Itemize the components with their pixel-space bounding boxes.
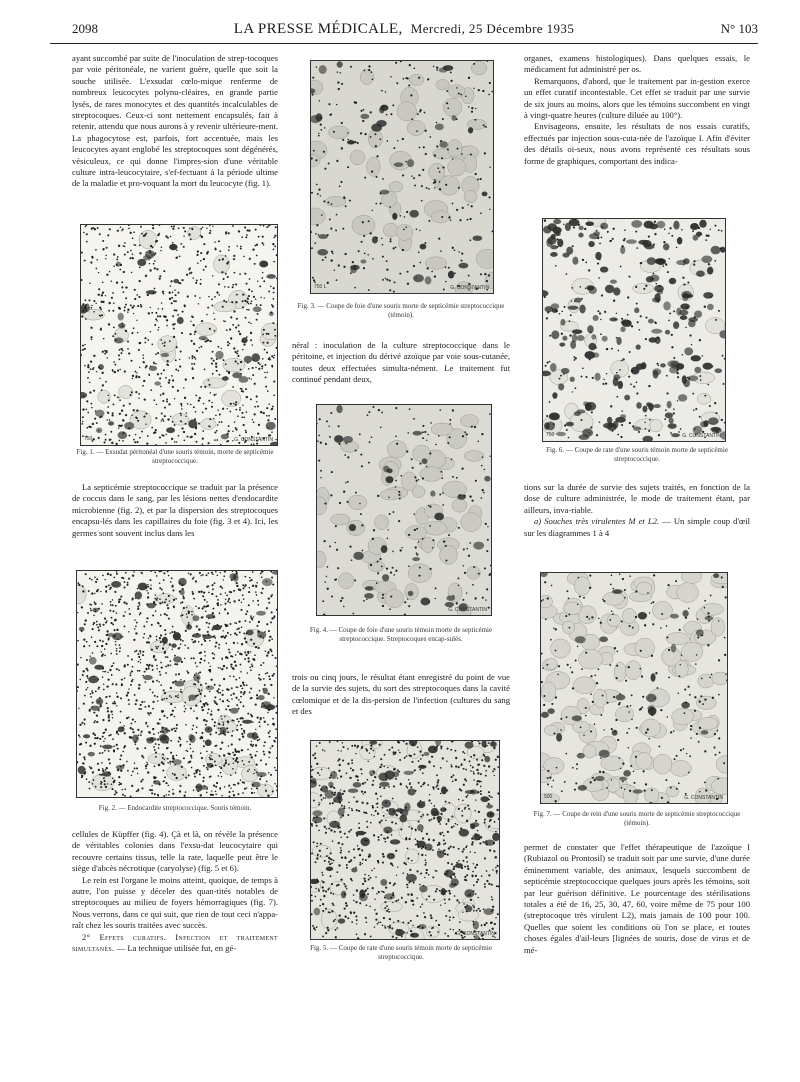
figure-1-caption-box (72, 448, 278, 466)
page-number: 2098 (72, 21, 98, 36)
figure-caption: Fig. 3. — Coupe de foie d'une souris morte de septicémie streptococcique (témoin). (297, 302, 505, 319)
section-text: — La technique utilisée fut, en gé- (114, 943, 237, 954)
artist-signature: G. CONSTANTIN (448, 607, 487, 613)
section-text: — Un simple coup d'œil sur les diagrammes 1 à 4 (524, 516, 750, 538)
section-heading: a) Souches très virulentes M et L2. (534, 516, 660, 527)
fig1-drawing (81, 225, 277, 445)
figure-4-caption-box (292, 626, 510, 644)
fig2-drawing (77, 571, 277, 797)
column-2-top (292, 340, 510, 386)
figure-6-illustration (542, 218, 726, 442)
journal-title (50, 21, 758, 38)
paragraph: organes, examens histologiques). Dans quelques essais, le médicament fut administré per os. (524, 53, 750, 75)
figure-caption: Fig. 7. — Coupe de rein d'une souris morte de septicémie streptococcique (témoin). (533, 810, 741, 827)
figure-mark: 750 L (314, 284, 327, 290)
column-3-middle (524, 482, 750, 539)
figure-6-caption-box (524, 446, 750, 464)
figure-caption: Fig. 2. — Endocardite streptococcique. Souris témoin. (98, 804, 252, 812)
fig4-drawing (317, 405, 491, 615)
running-header (50, 21, 758, 44)
figure-7-illustration (540, 572, 728, 804)
figure-2-illustration (76, 570, 278, 798)
artist-signature: G. CONSTANTIN (234, 437, 273, 443)
journal-name: LA PRESSE MÉDICALE, (233, 21, 403, 37)
column-1-top (72, 53, 278, 190)
artist-signature: G. CONSTANTIN (450, 285, 489, 291)
column-1-middle (72, 482, 278, 539)
figure-mark: 750 (546, 432, 555, 438)
column-1-bottom (72, 829, 278, 954)
figure-2-caption-box (72, 804, 278, 813)
figure-mark: 500 (544, 794, 553, 800)
paragraph: cellules de Küpffer (fig. 4). Çà et là, on révèle la présence de véritables colonies dans l'exsu-dat leucocytaire qui recouvre certains tissus, telle la rate, laquelle peut être le siège d'abcès nécrotique (caryolyse) (fig. 5 et 6). (72, 829, 278, 874)
fig3-drawing (311, 61, 493, 293)
fig7-drawing (541, 573, 727, 803)
figure-7-caption-box (524, 810, 750, 828)
paragraph: trois ou cinq jours, le résultat étant enregistré du point de vue de la survie des sujets, du sort des streptocoques dans la cavité cœlomique et de la dis-persion de l'infection (cultures du sang et des (292, 672, 510, 717)
fig5-drawing (311, 741, 499, 939)
paragraph: Envisageons, ensuite, les résultats de nos essais curatifs, effectués par injection sous-cuta-née de l'azoïque I. Afin d'éviter des détails oi-seux, nous avons représenté ces résultats sous forme de graphiques, comportant des indica- (524, 121, 750, 166)
column-3-top (524, 53, 750, 167)
figure-caption: Fig. 5. — Coupe de rate d'une souris témoin morte de septicémie streptococcique. (310, 944, 492, 961)
issue-number: N° 103 (720, 21, 758, 36)
fig6-drawing (543, 219, 725, 441)
figure-mark: 750 (84, 436, 93, 442)
paragraph: Le rein est l'organe le moins atteint, quoique, de temps à autre, l'on puisse y déceler des quan-tités notables de streptocoques au milieu de foyers hémorragiques (fig. 7). Nous verrons, dans ce qui suit, que rien de tout ceci n'appa-raît chez les souris traitées avec succès. (72, 874, 278, 931)
issue-date: Mercredi, 25 Décembre 1935 (410, 21, 575, 36)
figure-caption: Fig. 1. — Exsudat péritonéal d'une souris témoin, morte de septicémie streptococcique. (76, 448, 274, 465)
figure-3-caption-box (292, 302, 510, 320)
figure-3-illustration (310, 60, 494, 294)
column-3-bottom (524, 842, 750, 956)
figure-caption: Fig. 6. — Coupe de rate d'une souris témoin morte de septicémie streptococcique. (546, 446, 728, 463)
figure-1-illustration (80, 224, 278, 446)
column-2-middle (292, 672, 510, 718)
paragraph: Remarquons, d'abord, que le traitement par in-gestion exerce un effet curatif incontestable. Cet effet se traduit par une survie de six jours au moins, alors que les témoins succombent en vingt à vingt-quatre heures (culture diluée au 100°). (524, 75, 750, 121)
figure-4-illustration (316, 404, 492, 616)
paragraph (72, 932, 278, 955)
section-heading: 2° Effets curatifs. Infection et traitement simultanés. (72, 931, 278, 954)
figure-caption: Fig. 4. — Coupe de foie d'une souris témoin morte de septicémie streptococcique. Streptocoques encap-sulés. (309, 626, 493, 643)
figure-5-illustration (310, 740, 500, 940)
artist-signature: G. CONSTANTIN (684, 795, 723, 801)
paragraph: tions sur la durée de survie des sujets traités, en fonction de la dose de culture administrée, le mode de traitement étant, par ailleurs, inva-riable. (524, 482, 750, 515)
paragraph: ayant succombé par suite de l'inoculation de strep-tocoques par voie péritonéale, ne varient guère, quelle que soit la souche utilisée. L'exsudat cœlo-mique renferme de nombreux leucocytes polynu-cléaires, en grande partie lysés, de rares monocytes et des quantités incalculables de streptocoques. Ceux-ci sont nettement encapsulés, fait à retenir, attendu que nous aurons à y revenir ultérieure-ment. La phagocytose est, parfois, fort accentuée, mais les leucocytes ayant englobé les streptocoques sont dégénérés, vésiculeux, ce qui donne l'impres-sion d'une véritable culture intra-leucocytaire, s'ef-fectuant à la période ultime de la maladie et pro-voquant la mort du leucocyte (fig. 1). (72, 53, 278, 189)
paragraph (524, 516, 750, 539)
artist-signature: G. CONSTANTIN (456, 931, 495, 937)
paragraph: néral : inoculation de la culture streptococcique dans le péritoine, et injection du dérivé azoïque par voie sous-cutanée, toutes deux effectuées simulta-nément. Le traitement fut continué pendant deux, (292, 340, 510, 385)
artist-signature: G. CONSTANTIN (682, 433, 721, 439)
paragraph: La septicémie streptococcique se traduit par la présence de coccus dans le sang, par les lésions nettes d'endocardite microbienne (fig. 2), et par la dispersion des streptocoques encapsu-lés dans les capillaires du foie (fig. 3 et 4). Ici, les germes sont souvent inclus dans les (72, 482, 278, 538)
figure-5-caption-box (292, 944, 510, 962)
paragraph: permet de constater que l'effet thérapeutique de l'azoïque I (Rubiazol ou Prontosil) se traduit soit par une survie, d'une durée éminemment variable, des animaux, lesquels succombent de septicémie streptococcique quelques jours après les témoins, soit par leur guérison définitive. Le pourcentage des stérilisations totales a été de 16, 25, 30, 47, 60, voire même de 75 pour 100 (streptocoque très virulent L2), mais jamais de 100 pour 100. Quelles que soient les conditions où l'on se place, et toutes choses égales d'ail-leurs [lignées de souris, dose de virus et de mé- (524, 842, 750, 955)
